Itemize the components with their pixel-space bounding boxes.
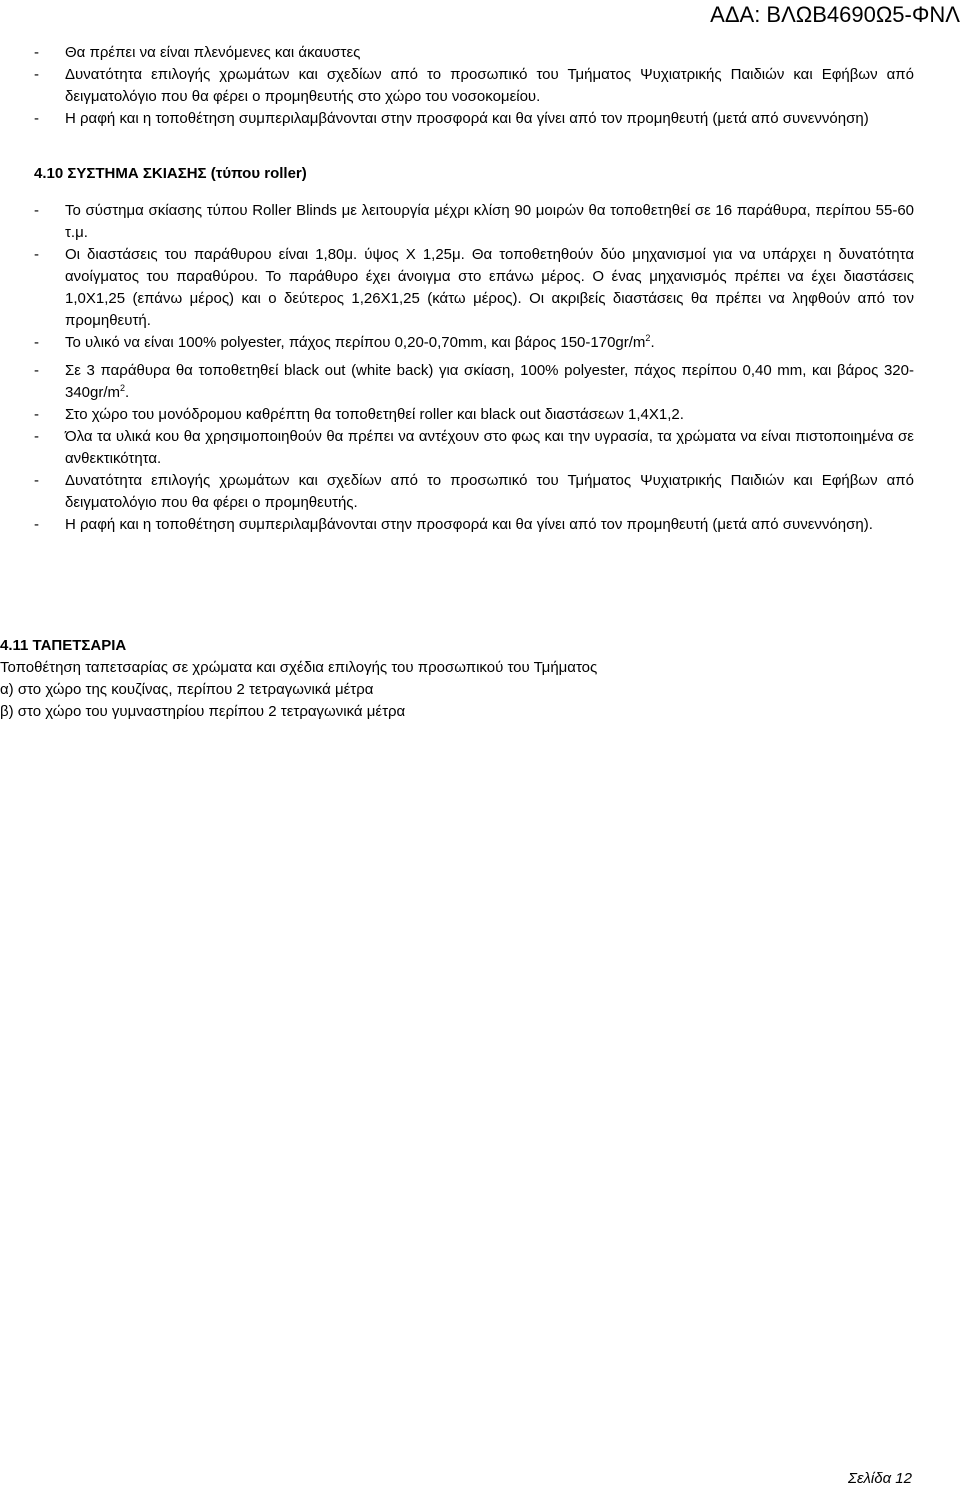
- list-item: [34, 404, 914, 426]
- bullet-dash: -: [34, 66, 39, 83]
- bullet-dash: -: [34, 472, 39, 489]
- list-item: [34, 64, 914, 108]
- list-item-text: [65, 360, 914, 404]
- paragraph-line: α) στο χώρο της κουζίνας, περίπου 2 τετραγωνικά μέτρα: [0, 681, 374, 698]
- list-item-text: Θα πρέπει να είναι πλενόμενες και άκαυστες: [65, 44, 361, 61]
- list-item-text: Δυνατότητα επιλογής χρωμάτων και σχεδίων από το προσωπικό του Τμήματος Ψυχιατρικής Παιδιών και Εφήβων από δειγματολόγιο που θα φέρει ο προμηθευτής στο χώρο του νοσοκομείου.: [65, 66, 914, 105]
- blackout-spec: Σε 3 παράθυρα θα τοποθετηθεί black out (white back) για σκίαση, 100% polyester, πάχος περίπου 0,40 mm, και βάρος 320-340gr/m: [65, 362, 914, 401]
- bullet-dash: -: [34, 246, 39, 263]
- bullet-dash: -: [34, 334, 39, 351]
- bullet-dash: -: [34, 202, 39, 219]
- list-item-text: Η ραφή και η τοποθέτηση συμπεριλαμβάνονται στην προσφορά και θα γίνει από τον προμηθευτή (μετά από συνεννόηση).: [65, 516, 873, 533]
- list-item-text: Οι διαστάσεις του παράθυρου είναι 1,80μ. ύψος Χ 1,25μ. Θα τοποθετηθούν δύο μηχανισμοί για να υπάρχει η δυνατότητα ανοίγματος του παραθύρου. Το παράθυρο έχει άνοιγμα στο επάνω μέρος. Ο ένας μηχανισμός πρέπει να έχει διαστάσεις 1,0Χ1,25 (επάνω μέρος) και ο δεύτερος 1,26Χ1,25 (κάτω μέρος). Οι ακριβείς διαστάσεις θα πρέπει να ληφθούν από τον προμηθευτή.: [65, 246, 914, 329]
- paragraph-line: β) στο χώρο του γυμναστηρίου περίπου 2 τετραγωνικά μέτρα: [0, 703, 406, 720]
- paragraph-line: Τοποθέτηση ταπετσαρίας σε χρώματα και σχέδια επιλογής του προσωπικού του Τμήματος: [0, 659, 598, 676]
- list-item-text: Όλα τα υλικά κου θα χρησιμοποιηθούν θα πρέπει να αντέχουν στο φως και την υγρασία, τα χρώματα να είναι πιστοποιημένα σε ανθεκτικότητα.: [65, 428, 914, 467]
- bullet-dash: -: [34, 428, 39, 445]
- period: .: [650, 334, 655, 351]
- superscript: 2: [645, 333, 651, 343]
- list-item-text: [65, 332, 914, 354]
- page-number: Σελίδα 12: [847, 1470, 912, 1487]
- list-item-text: Η ραφή και η τοποθέτηση συμπεριλαμβάνονται στην προσφορά και θα γίνει από τον προμηθευτή (μετά από συνεννόηση): [65, 110, 869, 127]
- list-item-text: Το σύστημα σκίασης τύπου Roller Blinds με λειτουργία μέχρι κλίση 90 μοιρών θα τοποθετηθεί σε 16 παράθυρα, περίπου 55-60 τ.μ.: [65, 202, 914, 241]
- list-item: [34, 426, 914, 470]
- superscript: 2: [120, 383, 126, 393]
- list-item-text: Στο χώρο του μονόδρομου καθρέπτη θα τοποθετηθεί roller και black out διαστάσεων 1,4Χ1,2.: [65, 406, 684, 423]
- section-4-11: [0, 635, 880, 723]
- document-body: [34, 42, 914, 536]
- list-item: [34, 200, 914, 244]
- section-heading-4-10: 4.10 ΣΥΣΤΗΜΑ ΣΚΙΑΣΗΣ (τύπου roller): [34, 165, 307, 182]
- bullet-dash: -: [34, 516, 39, 533]
- list-item: [34, 108, 914, 130]
- period: .: [125, 384, 130, 401]
- list-item: [34, 360, 914, 404]
- bullet-dash: -: [34, 406, 39, 423]
- list-item: [34, 244, 914, 332]
- section-heading-4-11: 4.11 ΤΑΠΕΤΣΑΡΙΑ: [0, 637, 127, 654]
- list-item: [34, 470, 914, 514]
- list-item: [34, 514, 914, 536]
- material-spec: Το υλικό να είναι 100% polyester, πάχος περίπου 0,20-0,70mm, και βάρος 150-170gr/m: [65, 334, 646, 351]
- list-item-text: Δυνατότητα επιλογής χρωμάτων και σχεδίων από το προσωπικό του Τμήματος Ψυχιατρικής Παιδιών και Εφήβων από δειγματολόγιο που θα φέρει ο προμηθευτής.: [65, 472, 914, 511]
- list-item: [34, 332, 914, 354]
- bullet-dash: -: [34, 44, 39, 61]
- list-item: [34, 42, 914, 64]
- bullet-dash: -: [34, 362, 39, 379]
- document-id: ΑΔΑ: ΒΛΩΒ4690Ω5-ΦΝΛ: [710, 2, 960, 27]
- bullet-dash: -: [34, 110, 39, 127]
